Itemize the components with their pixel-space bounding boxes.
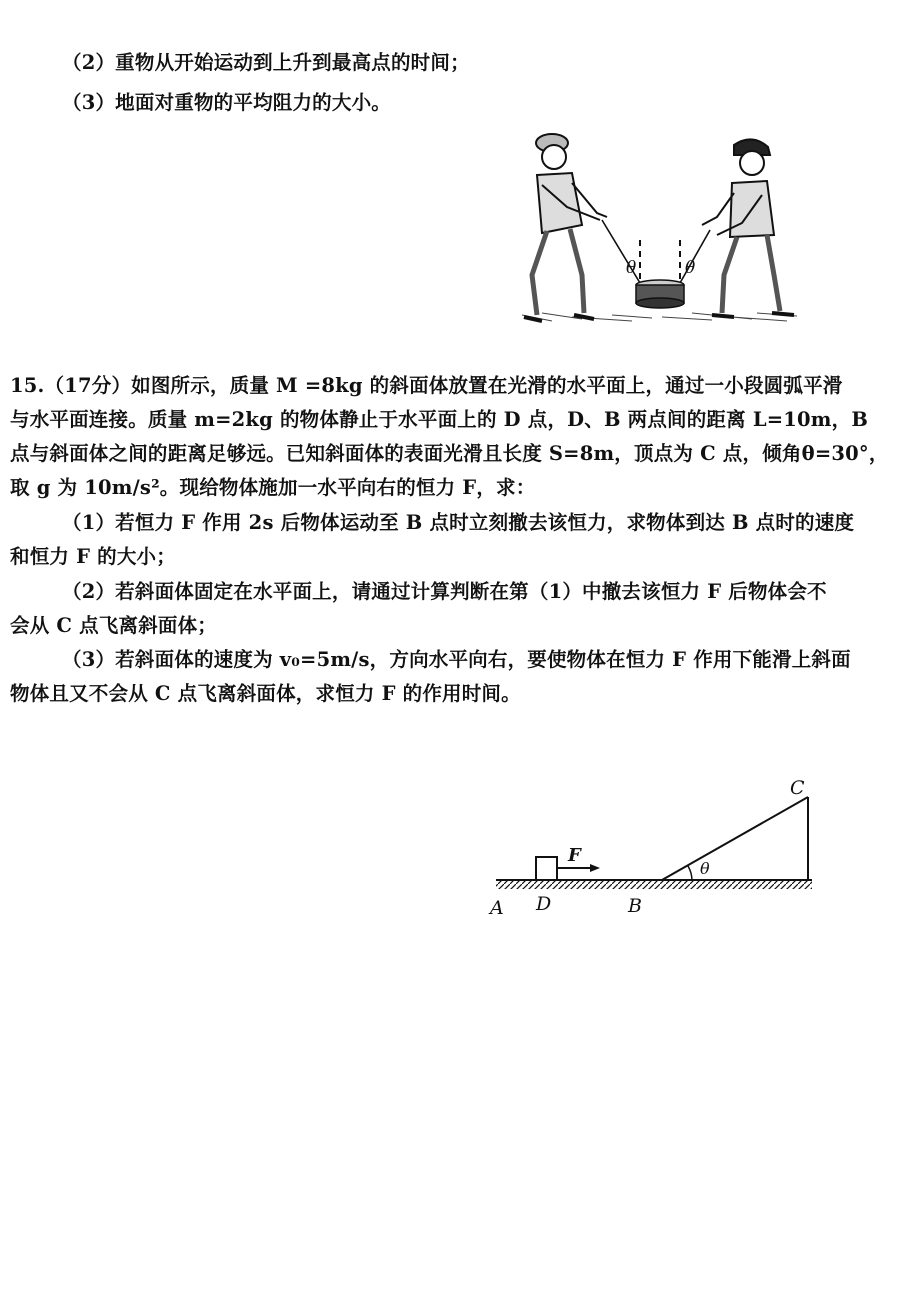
angle-arc [688,866,692,880]
angle-theta-label: θ [700,859,710,878]
point-label-a: A [490,897,504,919]
q15-line-1: 15.（17分）如图所示，质量 M =8kg 的斜面体放置在光滑的水平面上，通过一小段圆弧平滑 [10,374,843,397]
ground-surface [496,880,812,889]
q15-part3-line-2: 物体且又不会从 C 点飞离斜面体，求恒力 F 的作用时间。 [10,682,521,705]
force-label: F [568,845,581,866]
angle-label-right: θ [685,258,696,278]
q15-part1-line-2: 和恒力 F 的大小； [10,545,176,568]
left-person-illustration [524,134,607,321]
point-label-c: C [790,777,805,799]
point-label-d: D [536,893,552,915]
two-people-lifting-weight-figure [512,125,802,330]
point-label-b: B [628,895,642,917]
right-person-illustration [702,139,794,317]
block-object [536,857,557,880]
weight-object [636,280,684,308]
q15-part2-line-2: 会从 C 点飞离斜面体； [10,614,217,637]
prev-question-part2: （2）重物从开始运动到上升到最高点的时间； [62,51,470,74]
q15-line-3: 点与斜面体之间的距离足够远。已知斜面体的表面光滑且长度 S=8m，顶点为 C 点，倾角θ=30°， [10,442,889,465]
q15-part1-line-1: （1）若恒力 F 作用 2s 后物体运动至 B 点时立刻撤去该恒力，求物体到达 B 点时的速度 [62,511,855,534]
incline-diagram [480,770,825,930]
q15-line-2: 与水平面连接。质量 m=2kg 的物体静止于水平面上的 D 点，D、B 两点间的距离 L=10m，B [10,408,869,431]
q15-part3-line-1: （3）若斜面体的速度为 v₀=5m/s，方向水平向右，要使物体在恒力 F 作用下能滑上斜面 [62,648,851,671]
incline-block [662,797,808,880]
prev-question-part3: （3）地面对重物的平均阻力的大小。 [62,91,391,114]
q15-line-4: 取 g 为 10m/s²。现给物体施加一水平向右的恒力 F，求： [10,476,536,499]
angle-label-left: θ [626,258,637,278]
q15-part2-line-1: （2）若斜面体固定在水平面上，请通过计算判断在第（1）中撤去该恒力 F 后物体会不 [62,580,827,603]
